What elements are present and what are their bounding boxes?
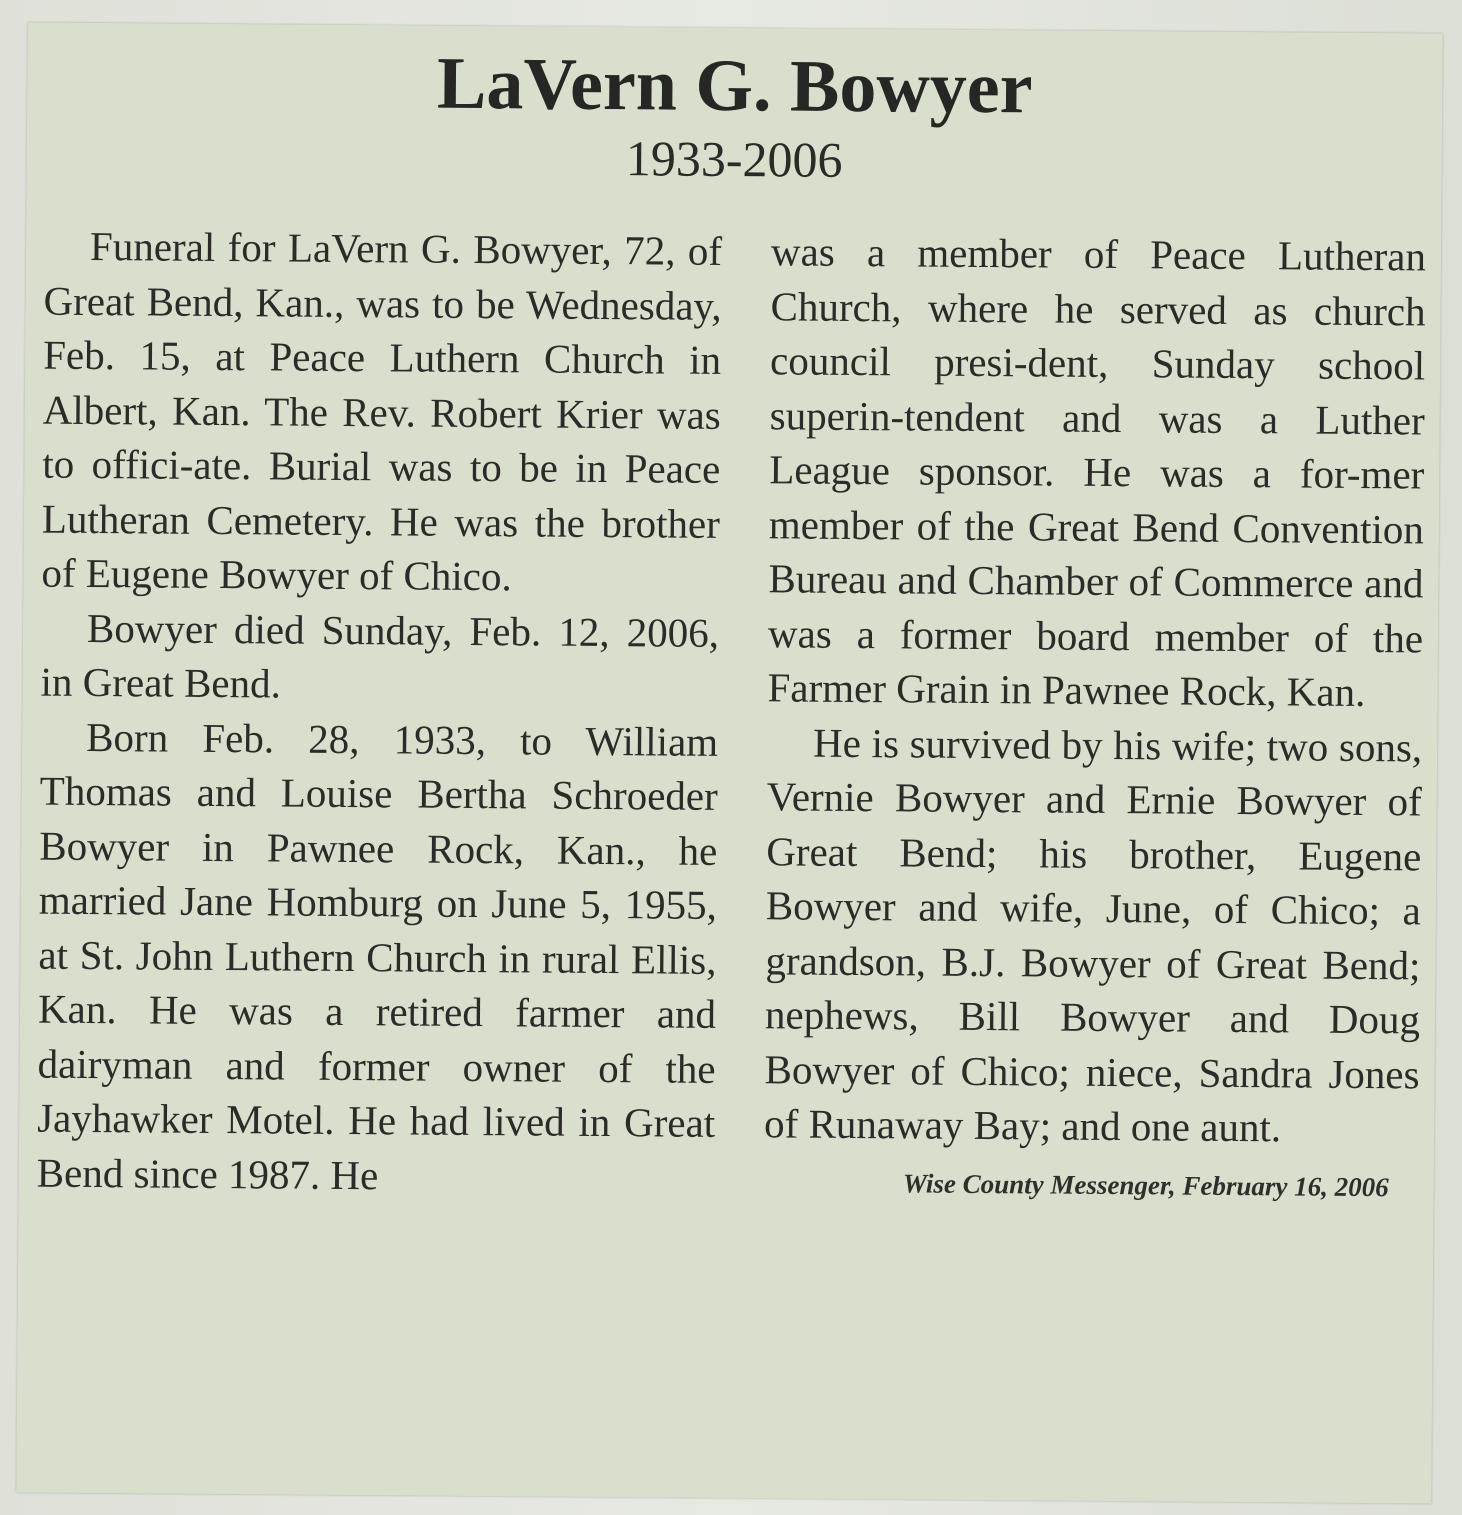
- paragraph-funeral: Funeral for LaVern G. Bowyer, 72, of Great Bend, Kan., was to be Wednesday, Feb. 15, at Peace Luthern Church in Albert, Kan. The Rev. Robert Krier was to offici-ate. Burial was to be in Peace Lutheran Cemetery. He was the brother of Eugene Bowyer of Chico.: [41, 222, 723, 600]
- obituary-years: 1933-2006: [625, 130, 843, 188]
- paragraph-birth: Born Feb. 28, 1933, to William Thomas and Louise Bertha Schroeder Bowyer in Pawnee Rock, Kan., he married Jane Homburg on June 5, 1955, at St. John Luthern Church in rural Ellis, Kan. He was a retired farmer and dairyman and former owner of the Jayhawker Motel. He had lived in Great Bend since 1987. He: [36, 713, 719, 1198]
- right-column: [764, 224, 1427, 1204]
- paragraph-membership: was a member of Peace Lutheran Church, where he served as church council presi-dent, Sunday school superin-tendent and was a Luther League sponsor. He was a for-mer member of the Great Bend Convention Bureau and Chamber of Commerce and was a former board member of the Farmer Grain in Pawnee Rock, Kan.: [767, 228, 1427, 715]
- newspaper-clipping: [16, 22, 1443, 1503]
- obituary-headline: LaVern G. Bowyer: [436, 42, 1033, 130]
- left-column: [37, 219, 723, 1205]
- source-credit: Wise County Messenger, February 16, 2006: [902, 1167, 1389, 1202]
- paragraph-survivors: He is survived by his wife; two sons, Vernie Bowyer and Ernie Bowyer of Great Bend; his brother, Eugene Bowyer and wife, June, of Chico; a grandson, B.J. Bowyer of Great Bend; nephews, Bill Bowyer and Doug Bowyer of Chico; niece, Sandra Jones of Runaway Bay; and one aunt.: [763, 719, 1423, 1151]
- paragraph-death: Bowyer died Sunday, Feb. 12, 2006, in Great Bend.: [40, 604, 720, 707]
